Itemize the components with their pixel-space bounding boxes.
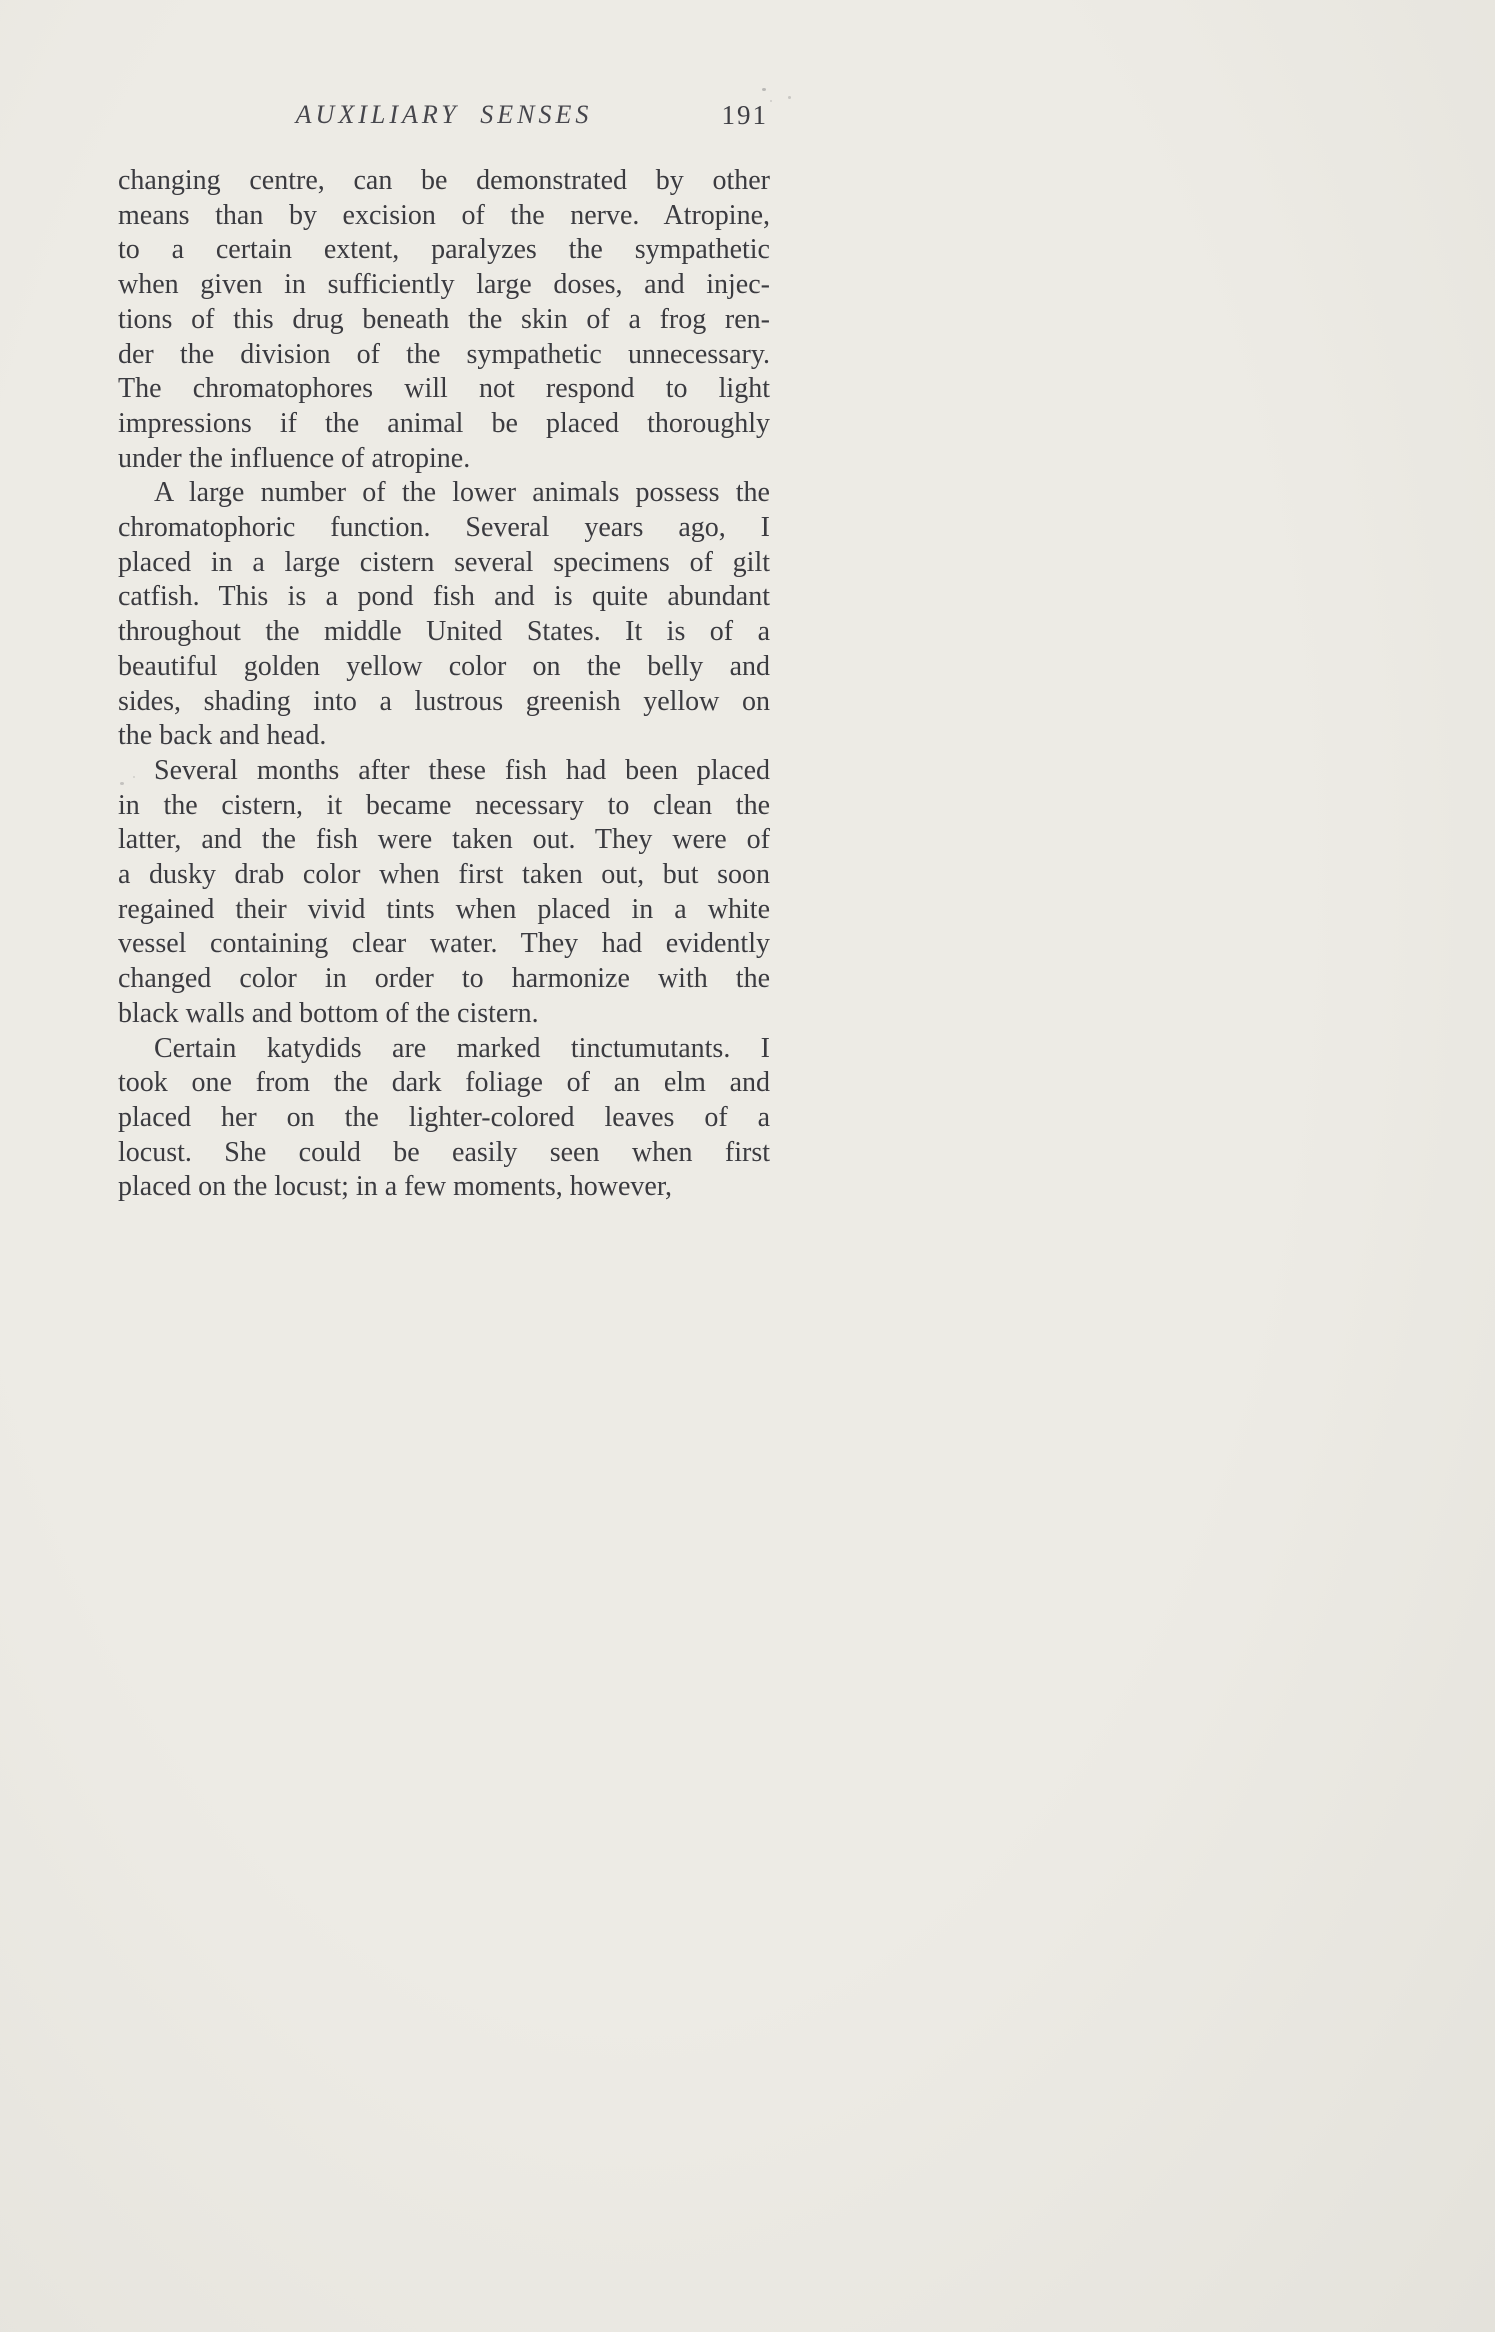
text-line: when given in sufficiently large doses, and injec- [118,269,770,301]
text-line: catfish. This is a pond fish and is quite abundant [118,581,770,613]
text-line: regained their vivid tints when placed in a white [118,893,770,925]
scan-speckle [762,88,766,91]
text-line: took one from the dark foliage of an elm and [118,1067,770,1099]
text-line: a dusky drab color when first taken out, but soon [118,859,770,891]
paragraph [118,476,770,754]
text-block [118,100,770,1205]
text-line: to a certain extent, paralyzes the sympathetic [118,234,770,266]
scan-speckle [770,100,772,102]
text-line: locust. She could be easily seen when first [118,1136,770,1168]
text-line: chromatophoric function. Several years ago, I [118,512,770,544]
text-line: means than by excision of the nerve. Atropine, [118,199,770,231]
text-line: Several months after these fish had been placed [154,754,770,786]
text-line: black walls and bottom of the cistern. [118,997,539,1029]
text-line: in the cistern, it became necessary to clean the [118,789,770,821]
text-line: placed in a large cistern several specimens of gilt [118,546,770,578]
text-line: placed her on the lighter-colored leaves of a [118,1101,770,1133]
body-text [118,164,770,1205]
text-line: vessel containing clear water. They had evidently [118,928,770,960]
text-line: under the influence of atropine. [118,442,471,474]
paragraph [118,1032,770,1206]
running-header [118,100,770,138]
paragraph [118,164,770,476]
text-line: impressions if the animal be placed thoroughly [118,407,770,439]
page-number: 191 [721,100,768,130]
text-line: changing centre, can be demonstrated by other [118,165,770,196]
scan-speckle [788,96,791,99]
text-line: placed on the locust; in a few moments, however, [118,1171,673,1203]
text-line: throughout the middle United States. It is of a [118,616,770,648]
text-line: The chromatophores will not respond to light [118,373,770,405]
text-line: latter, and the fish were taken out. They were of [118,824,770,856]
text-line: Certain katydids are marked tinctumutants. I [154,1032,770,1064]
text-line: sides, shading into a lustrous greenish yellow on [118,685,770,717]
text-line: beautiful golden yellow color on the belly and [118,650,770,682]
page-header-title: AUXILIARY SENSES [295,100,593,129]
text-line: der the division of the sympathetic unnecessary. [118,338,770,370]
text-line: tions of this drug beneath the skin of a frog ren- [118,303,770,335]
text-line: A large number of the lower animals possess the [154,477,770,509]
paragraph [118,754,770,1032]
text-line: changed color in order to harmonize with the [118,963,770,995]
text-line: the back and head. [118,720,327,752]
